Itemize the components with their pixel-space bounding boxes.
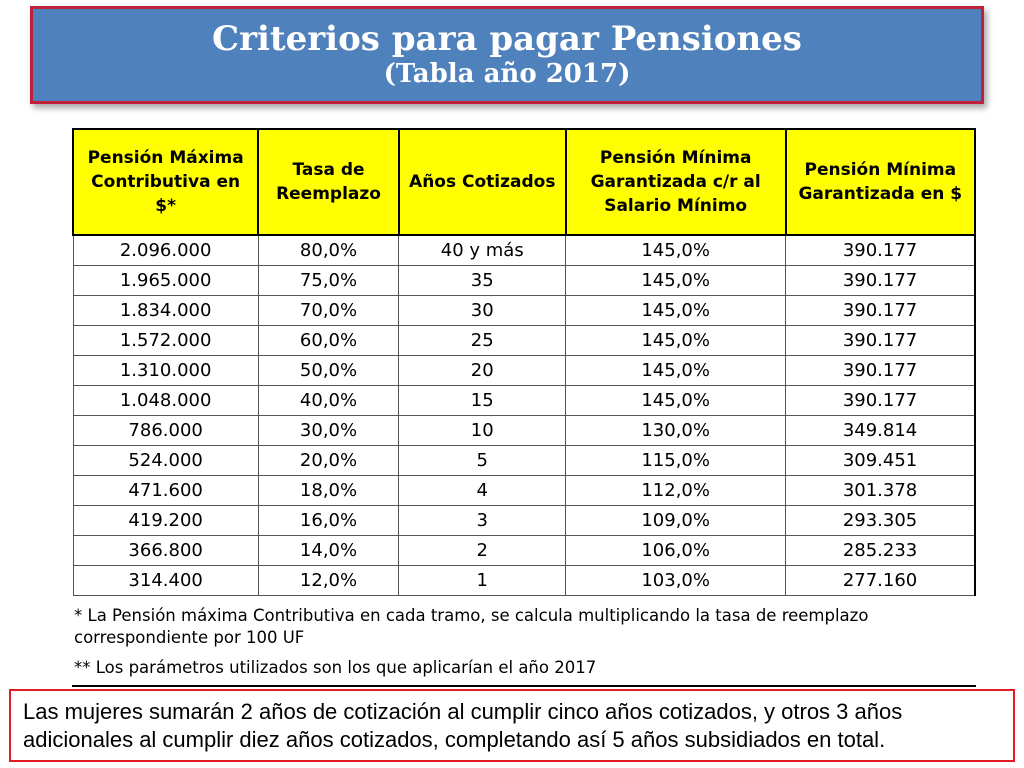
cell-tasa-reemplazo: 12,0% [258,566,398,596]
cell-anos-cotizados: 2 [399,536,566,566]
cell-pension-maxima: 1.048.000 [73,386,258,416]
footnote-1: * La Pensión máxima Contributiva en cada tramo, se calcula multiplicando la tasa de reemplazo correspondiente por 100 UF [74,606,869,647]
info-callout [9,689,1015,762]
cell-tasa-reemplazo: 14,0% [258,536,398,566]
pension-table [72,128,976,596]
cell-anos-cotizados: 40 y más [399,235,566,266]
cell-pension-minima-monto: 301.378 [786,476,975,506]
table-row [73,416,975,446]
cell-pension-minima-pct: 115,0% [566,446,786,476]
cell-tasa-reemplazo: 70,0% [258,296,398,326]
footnote-divider [72,685,976,687]
page-title: Criterios para pagar Pensiones [212,19,802,59]
footnotes [74,605,974,679]
table-row [73,296,975,326]
cell-pension-minima-monto: 293.305 [786,506,975,536]
cell-pension-minima-monto: 390.177 [786,386,975,416]
table-row [73,386,975,416]
table-row [73,266,975,296]
cell-anos-cotizados: 20 [399,356,566,386]
cell-pension-minima-pct: 130,0% [566,416,786,446]
table-row [73,476,975,506]
cell-pension-minima-monto: 309.451 [786,446,975,476]
cell-pension-maxima: 366.800 [73,536,258,566]
header-pension-minima-monto: Pensión Mínima Garantizada en $ [786,129,975,235]
cell-pension-maxima: 1.834.000 [73,296,258,326]
cell-anos-cotizados: 15 [399,386,566,416]
cell-tasa-reemplazo: 80,0% [258,235,398,266]
cell-pension-minima-pct: 145,0% [566,266,786,296]
table-row [73,506,975,536]
footnote-2: ** Los parámetros utilizados son los que aplicarían el año 2017 [74,658,597,677]
cell-anos-cotizados: 5 [399,446,566,476]
cell-pension-minima-monto: 285.233 [786,536,975,566]
cell-pension-minima-pct: 145,0% [566,326,786,356]
title-banner [30,6,984,104]
table-row [73,326,975,356]
cell-tasa-reemplazo: 18,0% [258,476,398,506]
cell-pension-maxima: 524.000 [73,446,258,476]
cell-pension-minima-pct: 106,0% [566,536,786,566]
cell-pension-minima-monto: 390.177 [786,326,975,356]
cell-anos-cotizados: 3 [399,506,566,536]
cell-pension-minima-pct: 109,0% [566,506,786,536]
cell-pension-maxima: 1.572.000 [73,326,258,356]
cell-anos-cotizados: 10 [399,416,566,446]
header-anos-cotizados: Años Cotizados [399,129,566,235]
cell-pension-minima-pct: 145,0% [566,296,786,326]
cell-anos-cotizados: 4 [399,476,566,506]
cell-tasa-reemplazo: 50,0% [258,356,398,386]
cell-tasa-reemplazo: 20,0% [258,446,398,476]
cell-pension-minima-pct: 112,0% [566,476,786,506]
cell-pension-maxima: 1.310.000 [73,356,258,386]
cell-pension-maxima: 2.096.000 [73,235,258,266]
cell-pension-minima-monto: 349.814 [786,416,975,446]
cell-pension-minima-monto: 390.177 [786,266,975,296]
table-row [73,536,975,566]
page-subtitle: (Tabla año 2017) [383,59,631,89]
cell-anos-cotizados: 30 [399,296,566,326]
cell-tasa-reemplazo: 60,0% [258,326,398,356]
cell-pension-minima-pct: 145,0% [566,235,786,266]
cell-pension-minima-monto: 390.177 [786,356,975,386]
table-body [73,235,975,596]
cell-pension-maxima: 786.000 [73,416,258,446]
cell-pension-minima-monto: 277.160 [786,566,975,596]
table-row [73,356,975,386]
cell-pension-maxima: 471.600 [73,476,258,506]
cell-tasa-reemplazo: 16,0% [258,506,398,536]
cell-tasa-reemplazo: 75,0% [258,266,398,296]
table-header-row [73,129,975,235]
cell-pension-maxima: 1.965.000 [73,266,258,296]
cell-anos-cotizados: 1 [399,566,566,596]
cell-tasa-reemplazo: 30,0% [258,416,398,446]
cell-pension-minima-pct: 145,0% [566,356,786,386]
cell-pension-minima-pct: 145,0% [566,386,786,416]
header-tasa-reemplazo: Tasa de Reemplazo [258,129,398,235]
header-pension-maxima: Pensión Máxima Contributiva en $* [73,129,258,235]
cell-pension-minima-monto: 390.177 [786,235,975,266]
table-row [73,235,975,266]
cell-pension-maxima: 419.200 [73,506,258,536]
cell-anos-cotizados: 35 [399,266,566,296]
cell-tasa-reemplazo: 40,0% [258,386,398,416]
table-row [73,566,975,596]
header-pension-minima-pct: Pensión Mínima Garantizada c/r al Salario Mínimo [566,129,786,235]
cell-pension-minima-pct: 103,0% [566,566,786,596]
cell-pension-maxima: 314.400 [73,566,258,596]
info-callout-text: Las mujeres sumarán 2 años de cotización al cumplir cinco años cotizados, y otros 3 años adicionales al cumplir diez años cotizados, completando así 5 años subsidiados en total. [23,699,903,752]
cell-anos-cotizados: 25 [399,326,566,356]
table-row [73,446,975,476]
cell-pension-minima-monto: 390.177 [786,296,975,326]
